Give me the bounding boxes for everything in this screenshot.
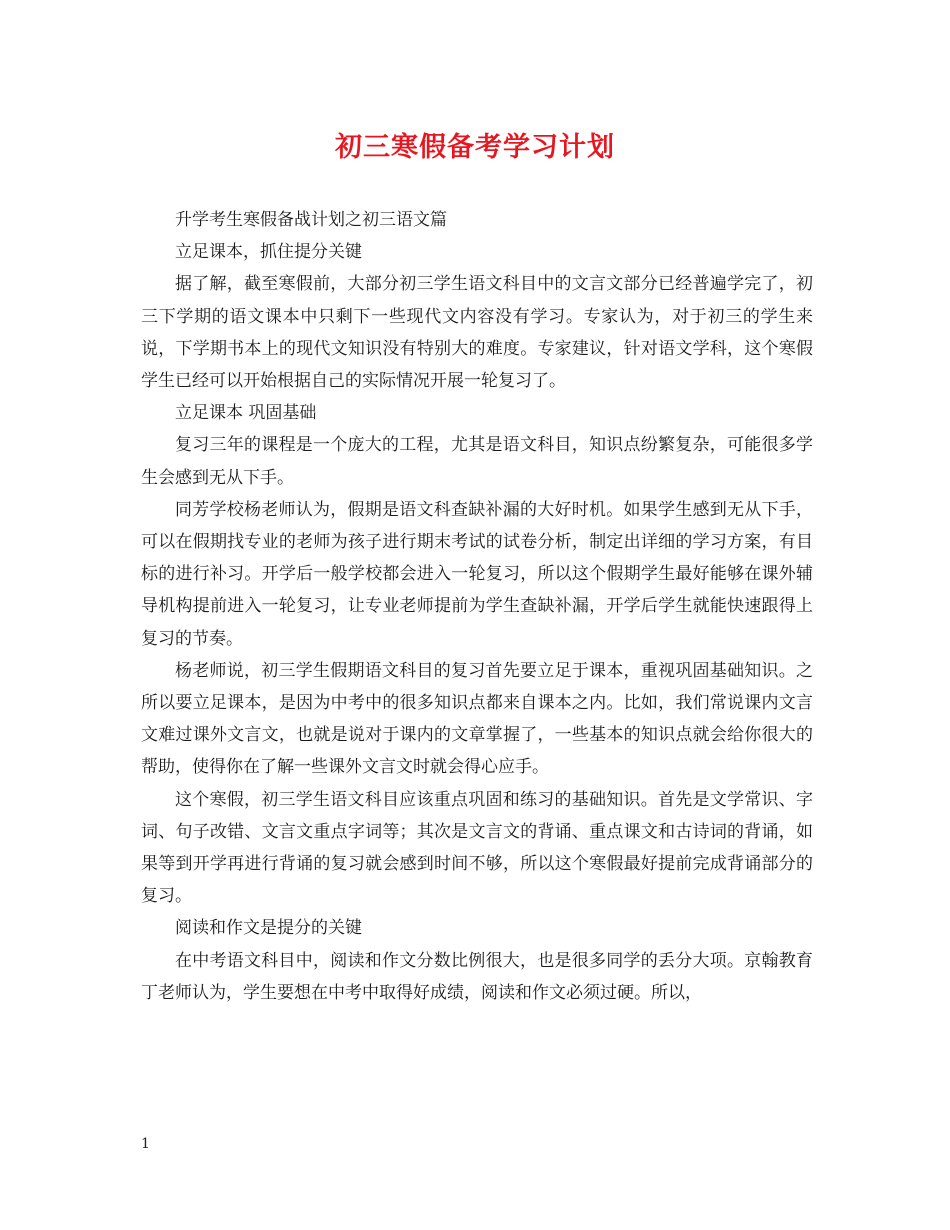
- page-number: 1: [141, 1136, 150, 1152]
- paragraph: 杨老师说，初三学生假期语文科目的复习首先要立足于课本，重视巩固基础知识。之所以要立足课本，是因为中考中的很多知识点都来自课本之内。比如，我们常说课内文言文难过课外文言文，也就是说对于课内的文章掌握了，一些基本的知识点就会给你很大的帮助，使得你在了解一些课外文言文时就会得心应手。: [141, 660, 813, 778]
- paragraph-heading: 立足课本 巩固基础: [175, 403, 317, 424]
- paragraph-heading: 阅读和作文是提分的关键: [175, 918, 362, 939]
- paragraph-heading: 立足课本，抓住提分关键: [175, 242, 362, 263]
- paragraph: 这个寒假，初三学生语文科目应该重点巩固和练习的基础知识。首先是文学常识、字词、句子改错、文言文重点字词等；其次是文言文的背诵、重点课文和古诗词的背诵，如果等到开学再进行背诵的复习就会感到时间不够，所以这个寒假最好提前完成背诵部分的复习。: [141, 789, 813, 907]
- paragraph: 同芳学校杨老师认为，假期是语文科查缺补漏的大好时机。如果学生感到无从下手，可以在假期找专业的老师为孩子进行期末考试的试卷分析，制定出详细的学习方案，有目标的进行补习。开学后一般学校都会进入一轮复习，所以这个假期学生最好能够在课外辅导机构提前进入一轮复习，让专业老师提前为学生查缺补漏，开学后学生就能快速跟得上复习的节奏。: [141, 499, 813, 649]
- paragraph-heading: 升学考生寒假备战计划之初三语文篇: [175, 210, 447, 230]
- paragraph: 复习三年的课程是一个庞大的工程，尤其是语文科目，知识点纷繁复杂，可能很多学生会感到无从下手。: [141, 435, 813, 488]
- paragraph: 在中考语文科目中，阅读和作文分数比例很大，也是很多同学的丢分大项。京翰教育丁老师认为，学生要想在中考中取得好成绩，阅读和作文必须过硬。所以，: [141, 950, 813, 1003]
- document-title: 初三寒假备考学习计划: [335, 132, 615, 163]
- document-body: [141, 204, 813, 1009]
- paragraph: 据了解，截至寒假前，大部分初三学生语文科目中的文言文部分已经普遍学完了，初三下学期的语文课本中只剩下一些现代文内容没有学习。专家认为，对于初三的学生来说，下学期书本上的现代文知识没有特别大的难度。专家建议，针对语文学科，这个寒假学生已经可以开始根据自己的实际情况开展一轮复习了。: [141, 274, 813, 392]
